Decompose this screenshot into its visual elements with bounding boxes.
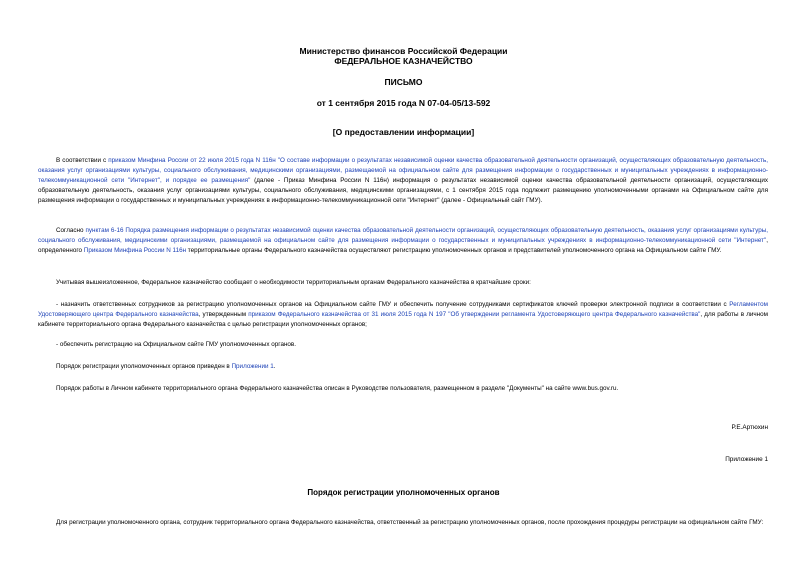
- paragraph-7: Порядок работы в Личном кабинете территориального органа Федерального казначейства описан в Руководстве пользователя, размещенном в разделе "Документы" на сайте www.bus.gov.ru.: [56, 385, 619, 392]
- appendix-label: Приложение 1: [725, 456, 768, 463]
- treasury-order-197-link[interactable]: приказом Федерального казначейства от 31 июля 2015 года N 197 "Об утверждении регламента Удостоверяющего центра Федерального казначейства": [248, 310, 701, 318]
- procedure-items-link[interactable]: пунктам 6-16 Порядка размещения информации о результатах независимой оценки качества образовательной деятельности организаций, осуществляющих образовательную деятельность, оказания услуг организациями культуры, социального обслуживания, медицинскими организациями, размещаемой на официальном сайте для размещения информации о государственных и муниципальных учреждениях в информационно-телекоммуникационной сети "Интернет": [38, 227, 768, 244]
- uc-regulation-link[interactable]: Регламентом Удостоверяющего центра Федерального казначейства: [38, 301, 768, 318]
- paragraph-4-text-a: - назначить ответственных сотрудников за регистрацию уполномоченных органов на Официальном сайте ГМУ и обеспечить получение сотрудниками сертификатов ключей проверки электронной подписи в соответствии с: [56, 301, 730, 308]
- paragraph-2: [38, 226, 768, 256]
- agency-name: ФЕДЕРАЛЬНОЕ КАЗНАЧЕЙСТВО: [334, 56, 473, 66]
- document-type: ПИСЬМО: [384, 77, 423, 87]
- signature: Р.Е.Артюхин: [731, 424, 768, 431]
- paragraph-1: [38, 156, 768, 206]
- paragraph-2-text-a: Согласно: [56, 227, 86, 234]
- order-116n-short-link[interactable]: Приказом Минфина России N 116н: [83, 246, 187, 254]
- paragraph-4: [38, 300, 768, 330]
- paragraph-4-text-b: , утвержденным: [198, 310, 249, 318]
- ministry-name: Министерство финансов Российской Федерации: [299, 46, 508, 56]
- appendix-title: Порядок регистрации уполномоченных органов: [307, 488, 500, 497]
- appendix-intro: Для регистрации уполномоченного органа, сотрудник территориального органа Федерального казначейства, ответственный за регистрацию уполномоченных органов, после прохождения процедуры регистрации на официальном сайте ГМУ:: [56, 519, 764, 526]
- paragraph-5: - обеспечить регистрацию на Официальном сайте ГМУ уполномоченных органов.: [56, 341, 297, 348]
- paragraph-6-text-b: .: [273, 363, 276, 370]
- appendix-1-link[interactable]: Приложении 1: [231, 363, 274, 370]
- order-116n-link[interactable]: приказом Минфина России от 22 июля 2015 года N 116н "О составе информации о результатах независимой оценки качества образовательной деятельности организаций, осуществляющих образовательную деятельность, оказания услуг организациями культуры, социального обслуживания, медицинскими организациями, размещаемой на официальном сайте для размещения информации о государственных и муниципальных учреждениях в информационно-телекоммуникационной сети "Интернет", и порядке ее размещения": [38, 157, 768, 184]
- paragraph-2-text-c: территориальные органы Федерального казначейства осуществляют регистрацию уполномоченных органов и представителей уполномоченного органа на Официальном сайте ГМУ.: [186, 246, 722, 254]
- paragraph-1-text-b: (далее - Приказ Минфина России N 116н) информация о результатах независимой оценки качества образовательной деятельности организаций, осуществляющих образовательную деятельность, оказания услуг организациями культуры, социального обслуживания, медицинскими организациями, с 1 сентября 2015 года подлежит размещению уполномоченными органами на Официальном сайте для размещения информации о государственных и муниципальных учреждениях в информационно-телекоммуникационной сети "Интернет" (далее - Официальный сайт ГМУ).: [38, 176, 768, 204]
- paragraph-2-text-b: , определенного: [38, 236, 768, 254]
- document-date-number: от 1 сентября 2015 года N 07-04-05/13-592: [316, 98, 491, 108]
- paragraph-1-text-a: В соответствии с: [56, 157, 109, 164]
- document-subject: [О предоставлении информации]: [332, 127, 475, 137]
- paragraph-6: [38, 362, 768, 372]
- paragraph-6-text-a: Порядок регистрации уполномоченных органов приведен в: [56, 363, 232, 370]
- paragraph-3: Учитывая вышеизложенное, Федеральное казначейство сообщает о необходимости территориальным органам Федерального казначейства в кратчайшие сроки:: [56, 279, 531, 286]
- paragraph-4-text-c: , для работы в личном кабинете территориального органа Федерального казначейства с целью регистрации уполномоченных органов;: [38, 310, 768, 328]
